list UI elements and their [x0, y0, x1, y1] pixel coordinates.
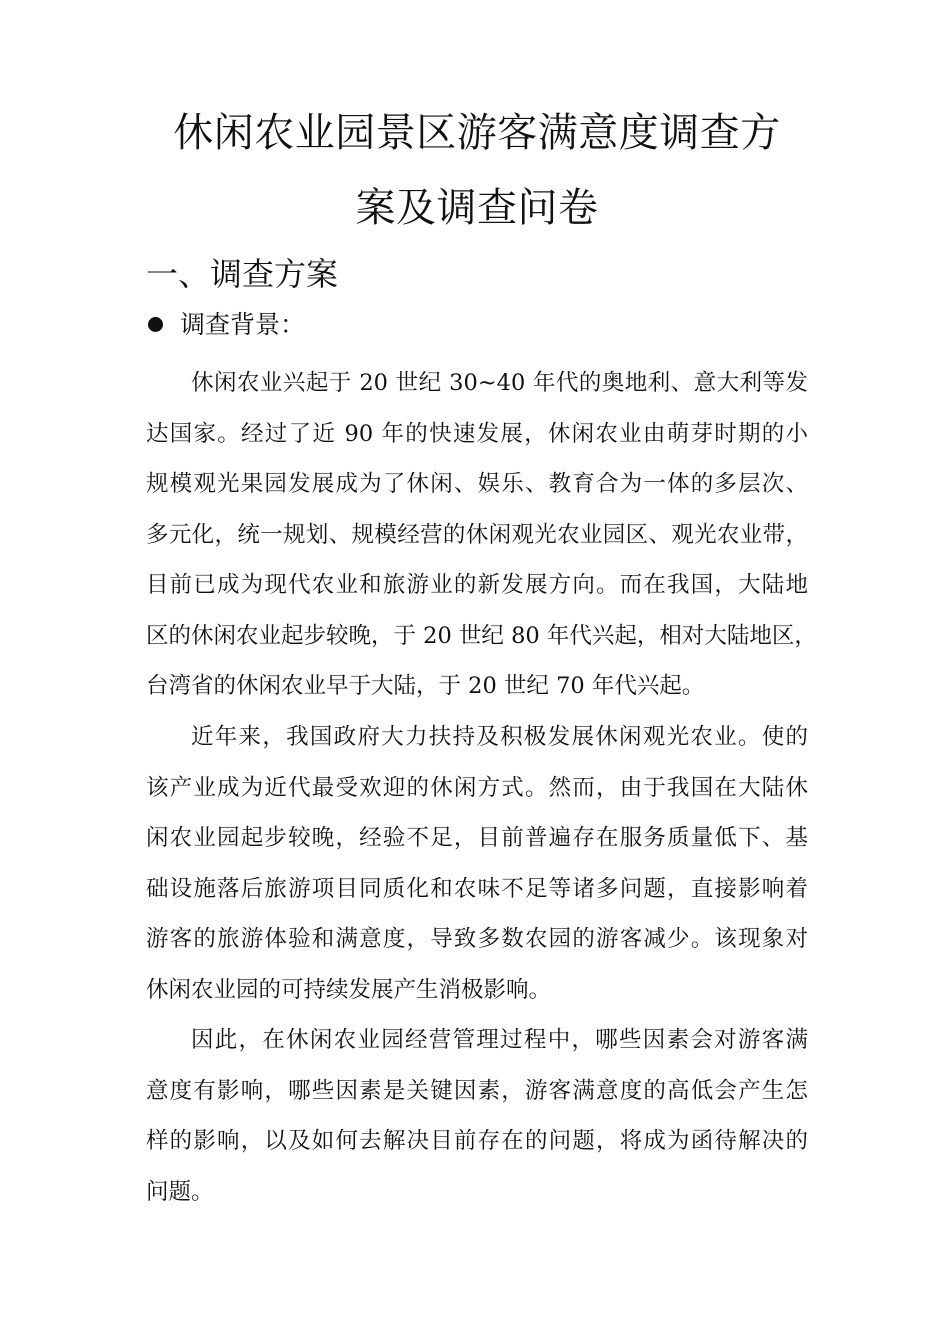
paragraph-line: 台湾省的休闲农业早于大陆，于 20 世纪 70 年代兴起。	[146, 673, 705, 699]
paragraph-line: 问题。	[146, 1178, 214, 1205]
paragraph-line: 样的影响，以及如何去解决目前存在的问题，将成为函待解决的	[146, 1128, 808, 1154]
paragraph-line: 意度有影响，哪些因素是关键因素，游客满意度的高低会产生怎	[146, 1077, 808, 1104]
paragraph-line: 休闲农业兴起于 20 世纪 30~40 年代的奥地利、意大利等发	[191, 370, 808, 396]
bullet-heading-text: 调查背景：	[180, 310, 306, 339]
section-heading: 一、调查方案	[146, 255, 339, 293]
paragraph-line: 达国家。经过了近 90 年的快速发展，休闲农业由萌芽时期的小	[146, 420, 808, 447]
paragraph-line: 础设施落后旅游项目同质化和农味不足等诸多问题，直接影响着	[146, 875, 808, 902]
document-title-line-2: 案及调查问卷	[355, 185, 599, 231]
paragraph-2	[146, 712, 808, 1015]
paragraph-line: 该产业成为近代最受欢迎的休闲方式。然而，由于我国在大陆休	[146, 774, 808, 801]
paragraph-line: 多元化，统一规划、规模经营的休闲观光农业园区、观光农业带，	[146, 521, 808, 548]
paragraph-line: 近年来，我国政府大力扶持及积极发展休闲观光农业。使的	[191, 724, 808, 750]
bullet-heading	[146, 312, 305, 337]
bullet-dot-icon	[148, 317, 163, 332]
document-title-line-1: 休闲农业园景区游客满意度调查方	[173, 110, 781, 156]
paragraph-line: 闲农业园起步较晚，经验不足，目前普遍存在服务质量低下、基	[146, 825, 808, 851]
paragraph-line: 区的休闲农业起步较晚，于 20 世纪 80 年代兴起，相对大陆地区，	[146, 622, 817, 649]
paragraph-line: 目前已成为现代农业和旅游业的新发展方向。而在我国，大陆地	[146, 572, 808, 598]
paragraph-line: 因此，在休闲农业园经营管理过程中，哪些因素会对游客满	[191, 1027, 808, 1053]
paragraph-1	[146, 358, 817, 712]
paragraph-line: 游客的旅游体验和满意度，导致多数农园的游客减少。该现象对	[146, 926, 808, 952]
paragraph-line: 规模观光果园发展成为了休闲、娱乐、教育合为一体的多层次、	[146, 471, 808, 497]
paragraph-3	[146, 1015, 808, 1217]
paragraph-line: 休闲农业园的可持续发展产生消极影响。	[146, 976, 552, 1003]
